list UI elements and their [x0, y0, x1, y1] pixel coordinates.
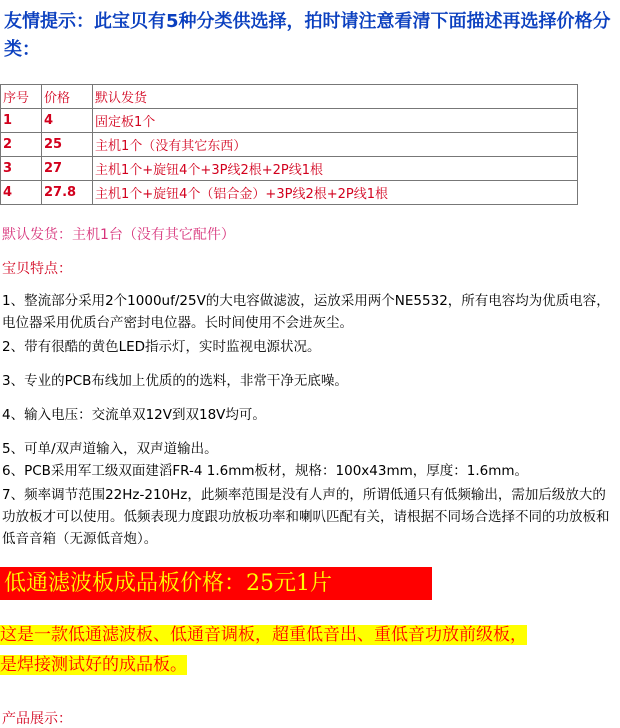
highlight-line: [0, 620, 612, 650]
table-row: [1, 181, 578, 205]
row-contents: 固定板1个: [93, 109, 578, 133]
table-row: [1, 133, 578, 157]
row-price: 27.8: [42, 181, 93, 205]
features-heading: 宝贝特点：: [2, 261, 72, 277]
table-row: [1, 109, 578, 133]
header-default-ship: 默认发货: [93, 85, 578, 109]
price-banner: 低通滤波板成品板价格：25元1片: [0, 567, 432, 600]
feature-item: 2、带有很酷的黄色LED指示灯，实时监视电源状况。: [2, 339, 321, 355]
row-contents: 主机1个+旋钮4个（铝合金）+3P线2根+2P线1根: [93, 181, 578, 205]
header-price: 价格: [42, 85, 93, 109]
header-index: 序号: [1, 85, 42, 109]
feature-item: 5、可单/双声道输入，双声道输出。: [2, 441, 218, 457]
row-price: 27: [42, 157, 93, 181]
row-index: 3: [1, 157, 42, 181]
row-index: 4: [1, 181, 42, 205]
table-header-row: [1, 85, 578, 109]
feature-item: 3、专业的PCB布线加上优质的的选料，非常干净无底噪。: [2, 373, 348, 389]
feature-item: 6、PCB采用军工级双面建滔FR-4 1.6mm板材，规格：100x43mm，厚度：1.6mm。: [2, 463, 529, 479]
product-showcase-heading: 产品展示：: [2, 711, 72, 727]
default-ship-note: 默认发货：主机1台（没有其它配件）: [2, 227, 235, 243]
row-contents: 主机1个（没有其它东西）: [93, 133, 578, 157]
feature-item: 4、输入电压：交流单双12V到双18V均可。: [2, 407, 266, 423]
feature-item: 1、整流部分采用2个1000uf/25V的大电容做滤波，运放采用两个NE5532，所有电容均为优质电容，电位器采用优质台产密封电位器。长时间使用不会进灰尘。: [2, 293, 610, 331]
feature-item: 7、频率调节范围22Hz-210Hz，此频率范围是没有人声的，所谓低通只有低频输出，需加后级放大的功放板才可以使用。低频表现力度跟功放板功率和喇叭匹配有关，请根据不同场合选择不同的功放板和低音音箱（无源低音炮）。: [2, 487, 610, 547]
notice-prefix: 友情提示：: [4, 11, 94, 32]
row-price: 4: [42, 109, 93, 133]
highlight-text: 是焊接测试好的成品板。: [0, 655, 187, 675]
table-row: [1, 157, 578, 181]
highlight-line: [0, 650, 612, 680]
price-table: [0, 84, 578, 205]
friendly-notice: [4, 8, 616, 64]
highlight-text: 这是一款低通滤波板、低通音调板，超重低音出、重低音功放前级板，: [0, 625, 527, 645]
notice-body: 此宝贝有5种分类供选择，拍时请注意看清下面描述再选择价格分类：: [4, 11, 611, 60]
row-index: 1: [1, 109, 42, 133]
row-contents: 主机1个+旋钮4个+3P线2根+2P线1根: [93, 157, 578, 181]
row-price: 25: [42, 133, 93, 157]
row-index: 2: [1, 133, 42, 157]
